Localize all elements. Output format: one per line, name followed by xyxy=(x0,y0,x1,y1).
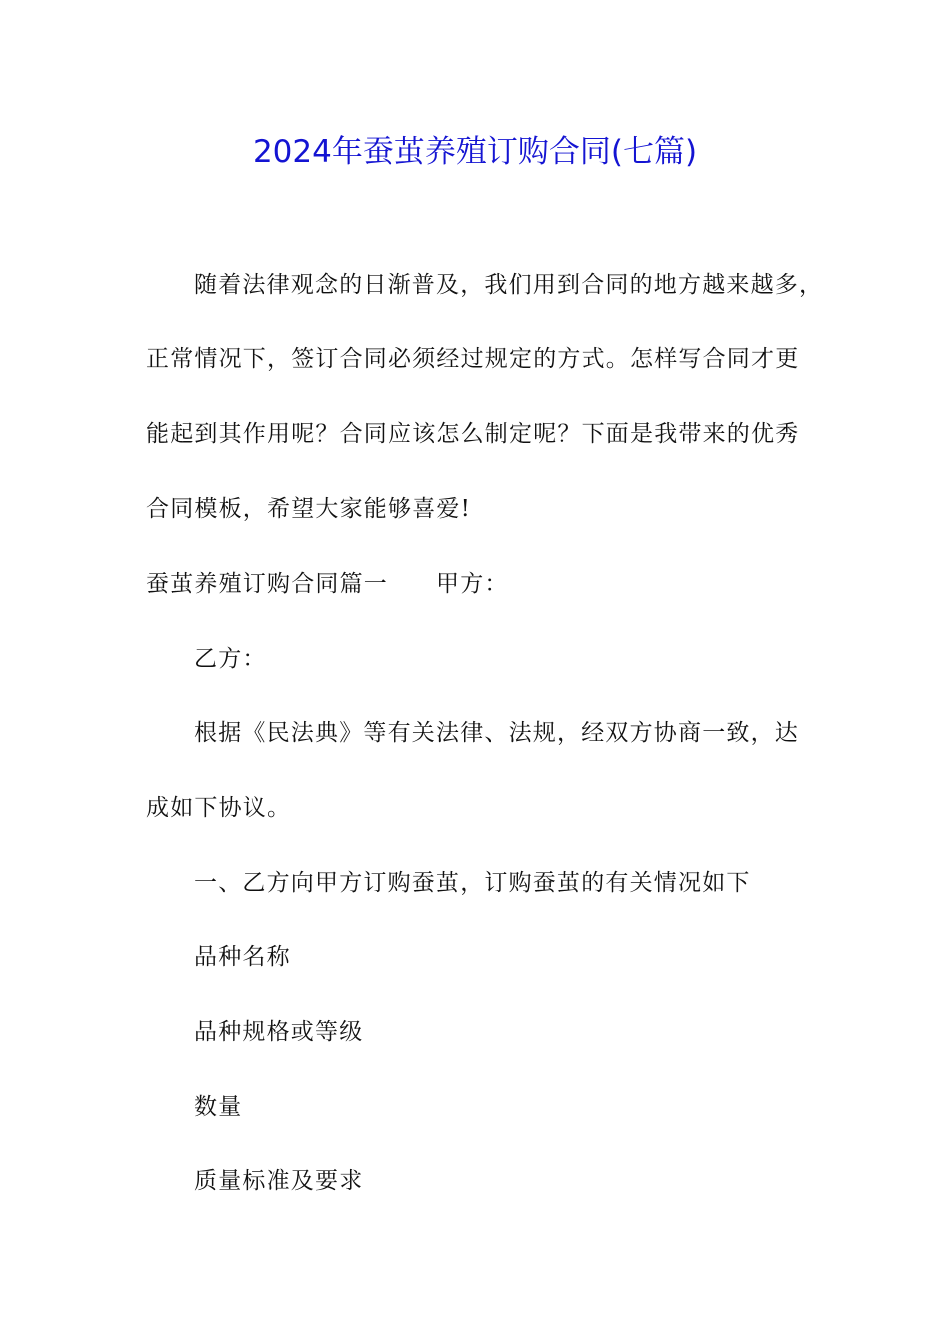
item-quantity: 数量 xyxy=(194,1094,243,1120)
intro-line-2: 正常情况下，签订合同必须经过规定的方式。怎样写合同才更 xyxy=(146,346,800,372)
intro-line-1: 随着法律观念的日渐普及，我们用到合同的地方越来越多， xyxy=(194,272,824,298)
basis-line-2: 成如下协议。 xyxy=(146,795,292,821)
section-heading: 蚕茧养殖订购合同篇一 xyxy=(146,571,388,597)
item-variety-name: 品种名称 xyxy=(194,944,291,970)
intro-line-4: 合同模板，希望大家能够喜爱! xyxy=(146,496,472,522)
party-b-label: 乙方： xyxy=(194,646,267,672)
intro-line-3: 能起到其作用呢？合同应该怎么制定呢？下面是我带来的优秀 xyxy=(146,421,800,447)
item-variety-spec: 品种规格或等级 xyxy=(194,1019,364,1045)
basis-line-1: 根据《民法典》等有关法律、法规，经双方协商一致，达 xyxy=(194,720,799,746)
party-a-label: 甲方： xyxy=(436,571,509,597)
clause-1: 一、乙方向甲方订购蚕茧，订购蚕茧的有关情况如下 xyxy=(194,870,751,896)
section-heading-row xyxy=(146,564,509,604)
document-title: 2024年蚕茧养殖订购合同(七篇) xyxy=(252,134,698,170)
item-quality-standard: 质量标准及要求 xyxy=(194,1168,364,1194)
